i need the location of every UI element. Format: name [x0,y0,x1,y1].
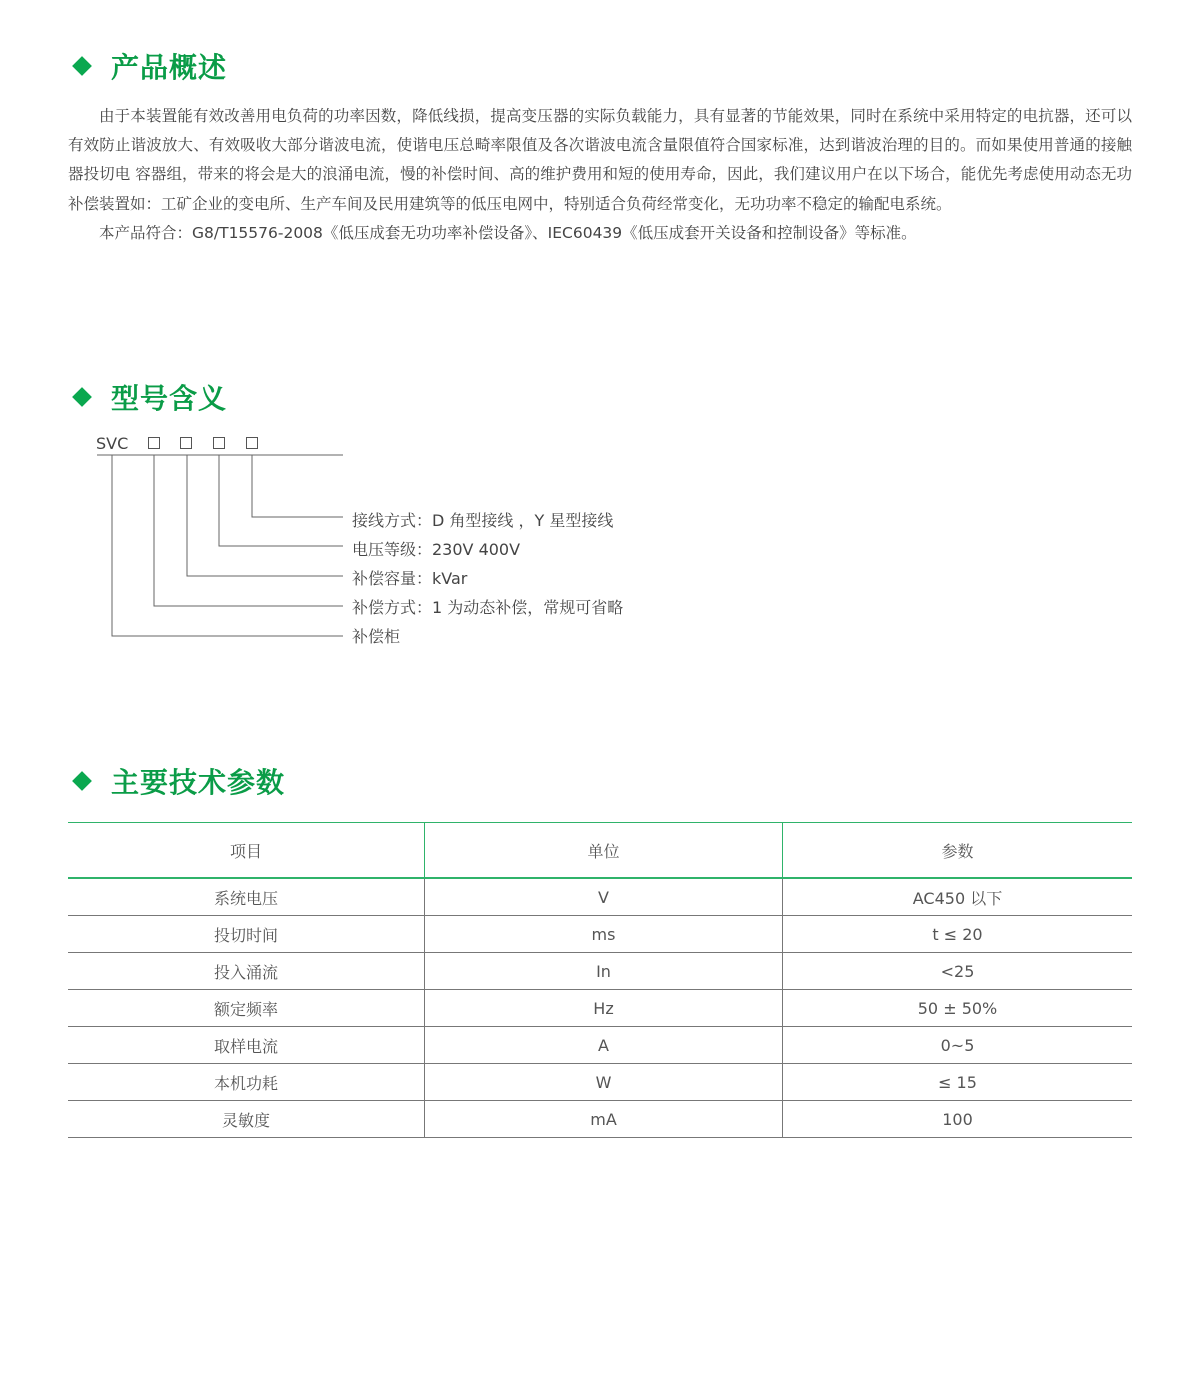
model-label-capacity: 补偿容量：kVar [352,569,468,588]
model-label-mode: 补偿方式：1 为动态补偿，常规可省略 [352,598,624,617]
cell-unit: W [425,1064,783,1101]
model-label-voltage: 电压等级：230V 400V [352,540,521,559]
cell-item: 系统电压 [68,878,425,916]
model-box-2 [180,437,192,449]
table-row [68,1064,1132,1101]
model-box-1 [148,437,160,449]
table-row [68,1101,1132,1138]
header-unit: 单位 [425,823,783,879]
header-value: 参数 [783,823,1133,879]
cell-unit: A [425,1027,783,1064]
cell-item: 灵敏度 [68,1101,425,1138]
overview-body [68,102,1132,248]
cell-unit: In [425,953,783,990]
model-heading [70,377,227,417]
cell-item: 取样电流 [68,1027,425,1064]
diamond-bullet-icon [72,387,92,407]
cell-unit: V [425,878,783,916]
overview-title: 产品概述 [111,51,228,84]
cell-unit: Hz [425,990,783,1027]
cell-item: 投入涌流 [68,953,425,990]
cell-unit: mA [425,1101,783,1138]
table-row [68,916,1132,953]
cell-value: 50 ± 50% [783,990,1133,1027]
header-item: 项目 [68,823,425,879]
cell-item: 投切时间 [68,916,425,953]
model-label-wiring: 接线方式：D 角型接线 ，Y 星型接线 [352,511,614,530]
model-prefix: SVC [96,434,129,453]
cell-value: 100 [783,1101,1133,1138]
cell-value: ≤ 15 [783,1064,1133,1101]
cell-item: 额定频率 [68,990,425,1027]
cell-value: 0~5 [783,1027,1133,1064]
diamond-bullet-icon [72,56,92,76]
model-box-3 [213,437,225,449]
cell-value: AC450 以下 [783,878,1133,916]
model-title: 型号含义 [111,382,228,415]
specs-table [68,822,1132,1138]
model-label-cabinet: 补偿柜 [352,627,401,646]
cell-unit: ms [425,916,783,953]
overview-heading [70,46,227,86]
specs-heading [70,761,285,801]
cell-item: 本机功耗 [68,1064,425,1101]
cell-value: <25 [783,953,1133,990]
overview-paragraph: 由于本装置能有效改善用电负荷的功率因数，降低线损，提高变压器的实际负载能力，具有显著的节能效果，同时在系统中采用特定的电抗器，还可以有效防止谐波放大、有效吸收大部分谐波电流，使谐电压总畸率限值及各次谐波电流含量限值符合国家标准，达到谐波治理的目的。而如果使用普通的接触器投切电 容器组，带来的将会是大的浪涌电流，慢的补偿时间、高的维护费用和短的使用寿命，因此，我们建议用户在以下场合，能优先考虑使用动态无功补偿装置如：工矿企业的变电所、生产车间及民用建筑等的低压电网中，特别适合负荷经常变化，无功功率不稳定的输配电系统。 [68,107,1132,213]
table-header-row [68,823,1132,879]
table-row [68,878,1132,916]
cell-value: t ≤ 20 [783,916,1133,953]
model-box-4 [246,437,258,449]
table-row [68,953,1132,990]
diamond-bullet-icon [72,771,92,791]
table-row [68,1027,1132,1064]
table-row [68,990,1132,1027]
standards-paragraph: 本产品符合：G8/T15576-2008《低压成套无功功率补偿设备》、IEC60439《低压成套开关设备和控制设备》等标准。 [99,223,917,242]
specs-title: 主要技术参数 [111,766,286,799]
